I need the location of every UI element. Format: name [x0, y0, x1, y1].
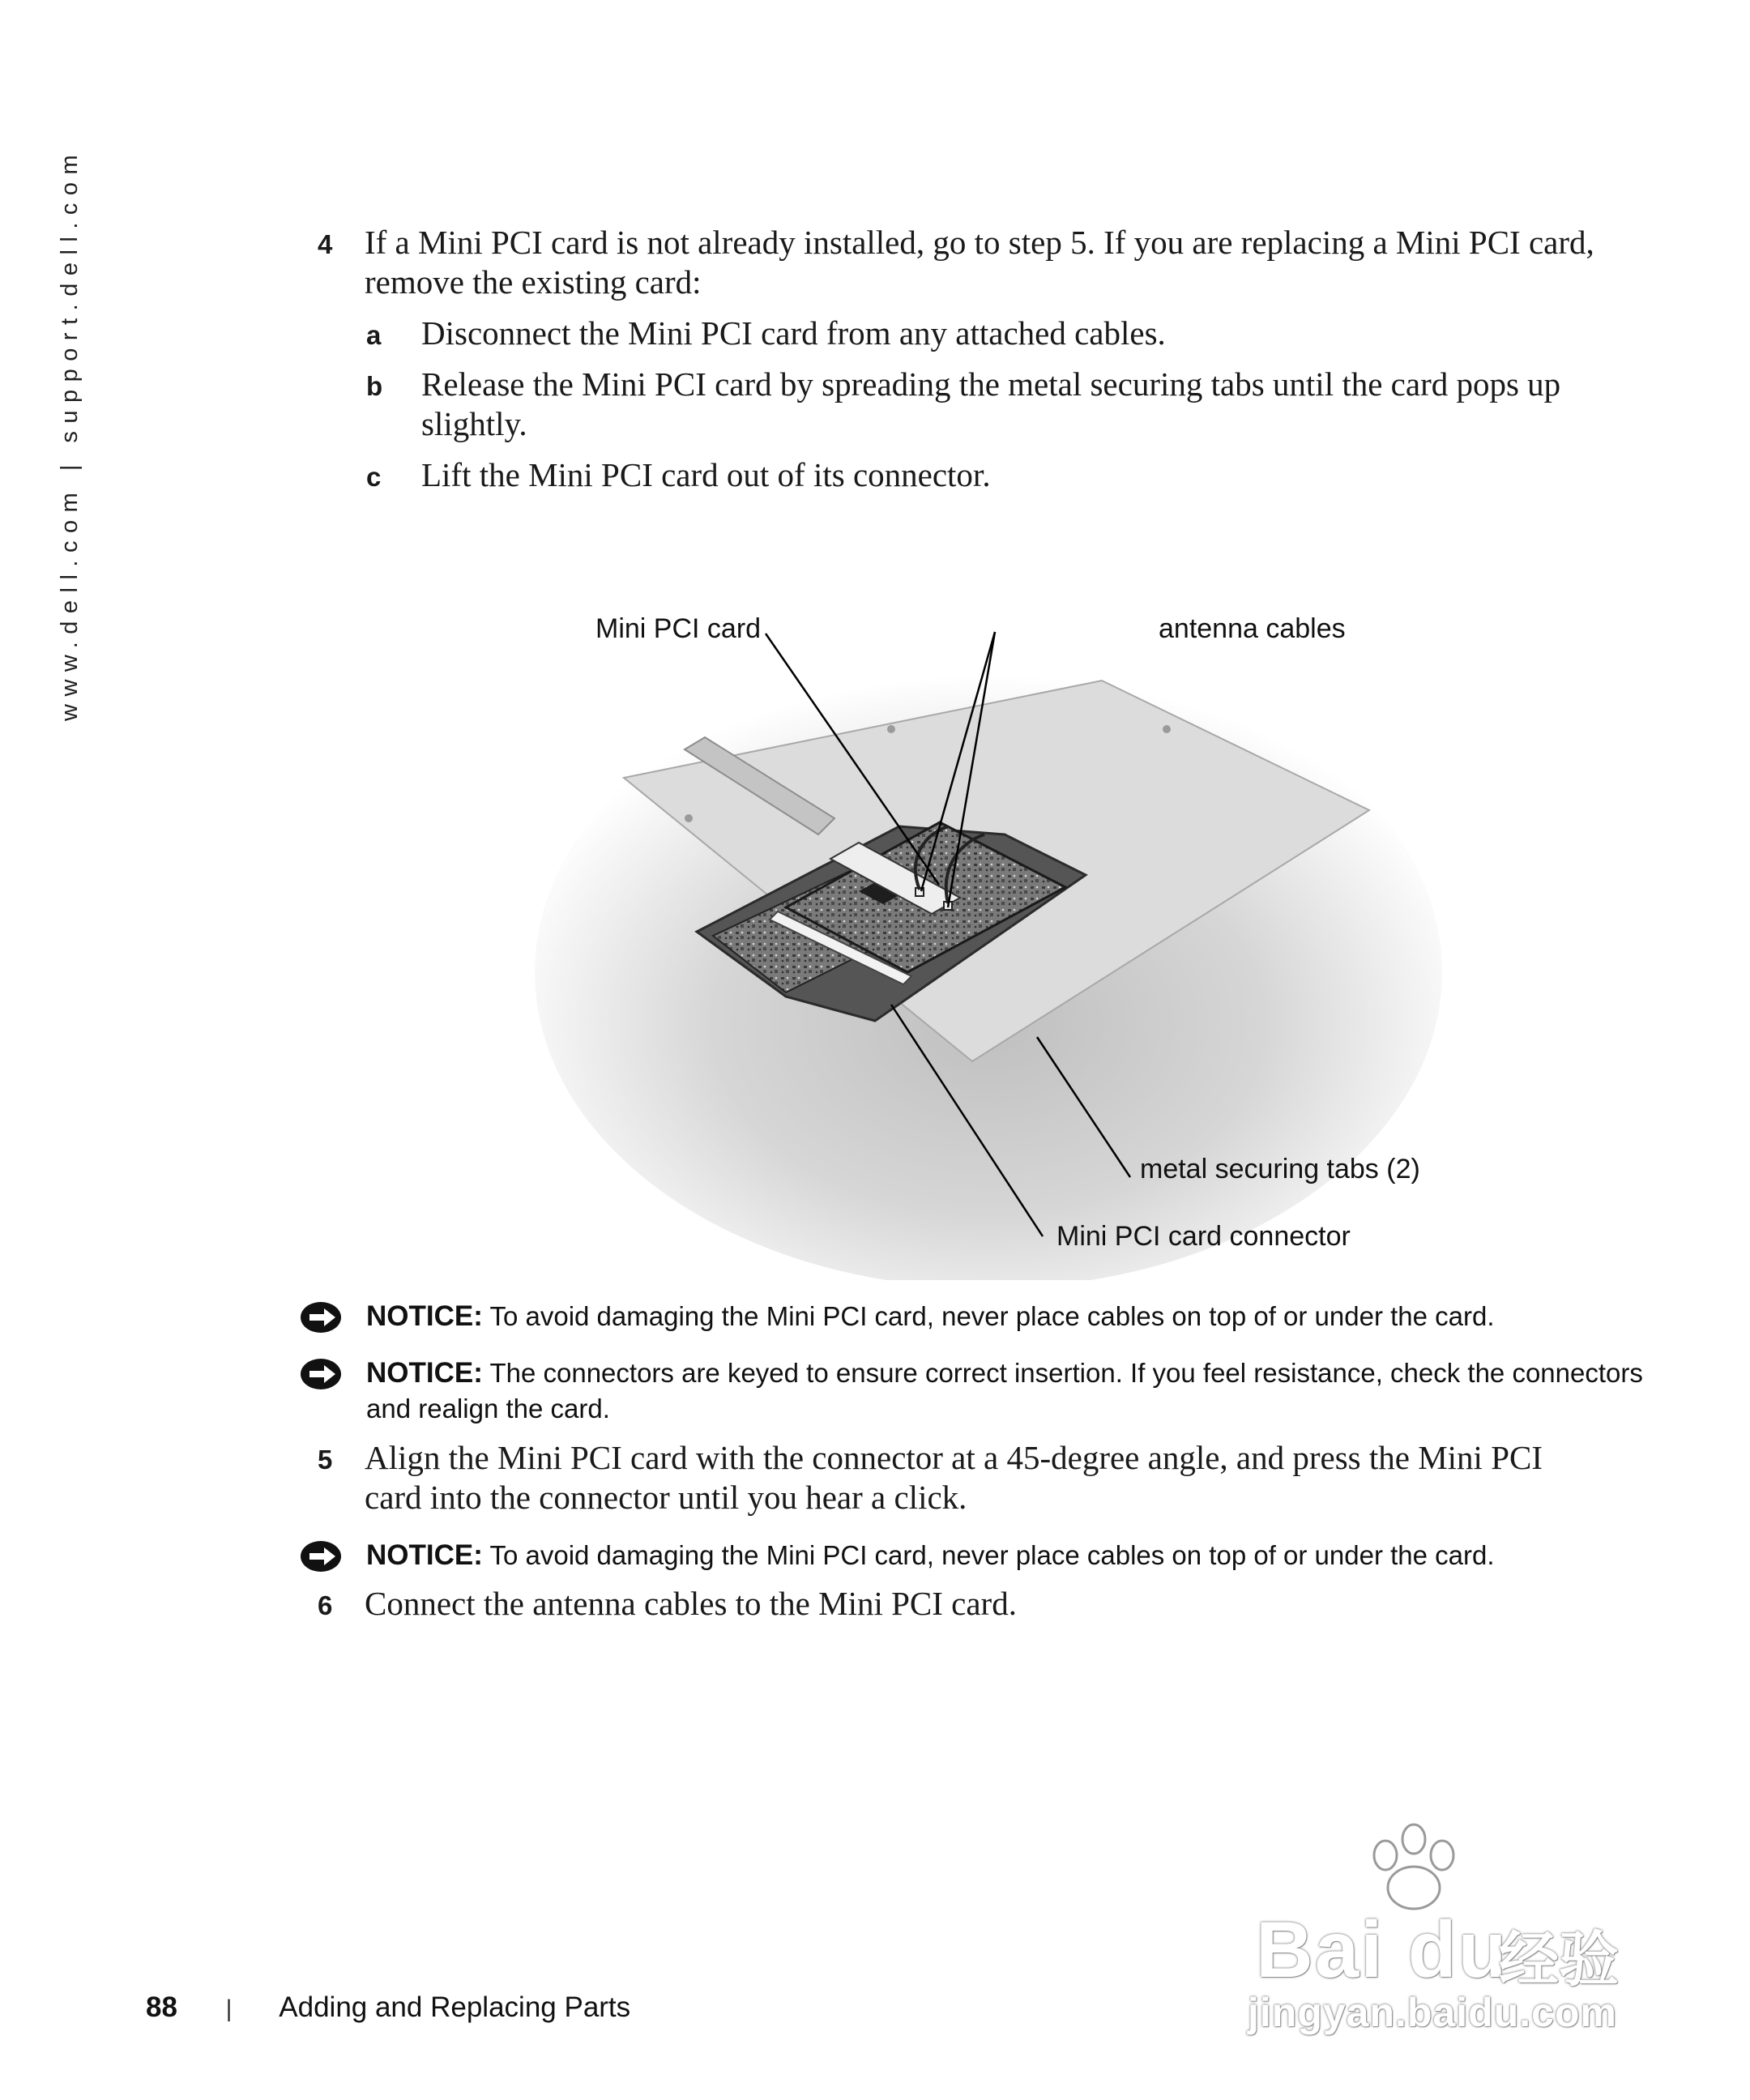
- step-4-block: [308, 223, 1604, 506]
- watermark-url: jingyan.baidu.com: [1248, 1990, 1617, 2035]
- notice-label: NOTICE:: [366, 1539, 483, 1571]
- page-number: 88: [146, 1991, 177, 2023]
- notice-label: NOTICE:: [366, 1300, 483, 1332]
- step-number: 6: [318, 1590, 333, 1620]
- callout-connector: Mini PCI card connector: [1056, 1221, 1351, 1252]
- notice-1: [300, 1299, 1662, 1334]
- callout-antenna-cables: antenna cables: [1159, 613, 1346, 644]
- notice-icon: [300, 1539, 345, 1573]
- screw-hole: [1163, 725, 1171, 733]
- notice-2: [300, 1355, 1662, 1427]
- notice-label: NOTICE:: [366, 1357, 483, 1389]
- callout-mini-pci-card: Mini PCI card: [595, 613, 762, 644]
- substep-text: Disconnect the Mini PCI card from any attached cables.: [421, 314, 1166, 352]
- notice-text: To avoid damaging the Mini PCI card, never place cables on top of or under the card.: [489, 1540, 1495, 1570]
- step-text: Connect the antenna cables to the Mini PCI card.: [365, 1585, 1017, 1622]
- screw-hole: [887, 725, 895, 733]
- substep-letter: a: [366, 320, 382, 350]
- step-5: [308, 1438, 1604, 1517]
- step-text: If a Mini PCI card is not already installed, go to step 5. If you are replacing a Mini PCI card, remove the existing card:: [365, 224, 1594, 301]
- substep-letter: b: [366, 371, 383, 401]
- step-number: 4: [318, 229, 333, 259]
- watermark-chinese: 经验: [1499, 1926, 1619, 1993]
- paw-icon: [1353, 1819, 1475, 1916]
- callout-metal-tabs: metal securing tabs (2): [1140, 1154, 1420, 1184]
- substep-list: [365, 314, 1604, 495]
- substep-a: [365, 314, 1604, 353]
- step-text: Align the Mini PCI card with the connector at a 45-degree angle, and press the Mini PCI card into the connector until you hear a click.: [365, 1439, 1543, 1516]
- substep-text: Release the Mini PCI card by spreading the metal securing tabs until the card pops up slightly.: [421, 365, 1561, 442]
- step-6-block: [308, 1584, 1604, 1635]
- notice-3: [300, 1538, 1662, 1573]
- substep-b: [365, 365, 1604, 444]
- substep-text: Lift the Mini PCI card out of its connector.: [421, 456, 991, 493]
- step-5-block: [308, 1438, 1604, 1529]
- notice-text: The connectors are keyed to ensure correct insertion. If you feel resistance, check the connectors and realign the card.: [366, 1358, 1643, 1423]
- page-footer: [146, 1991, 630, 2024]
- substep-letter: c: [366, 462, 382, 492]
- substep-c: [365, 455, 1604, 495]
- baidu-watermark: [1231, 1807, 1669, 2034]
- mini-pci-figure: [519, 567, 1458, 1280]
- step-4: [308, 223, 1604, 302]
- notice-icon: [300, 1357, 345, 1391]
- notice-text: To avoid damaging the Mini PCI card, never place cables on top of or under the card.: [489, 1301, 1495, 1331]
- screw-hole: [685, 814, 693, 822]
- step-number: 5: [318, 1445, 333, 1475]
- section-title: Adding and Replacing Parts: [279, 1991, 631, 2023]
- sidebar-url: www.dell.com | support.dell.com: [57, 147, 83, 721]
- footer-separator: |: [225, 1995, 233, 2022]
- watermark-brand: Bai du: [1256, 1905, 1509, 1994]
- step-6: [308, 1584, 1604, 1624]
- notice-icon: [300, 1300, 345, 1334]
